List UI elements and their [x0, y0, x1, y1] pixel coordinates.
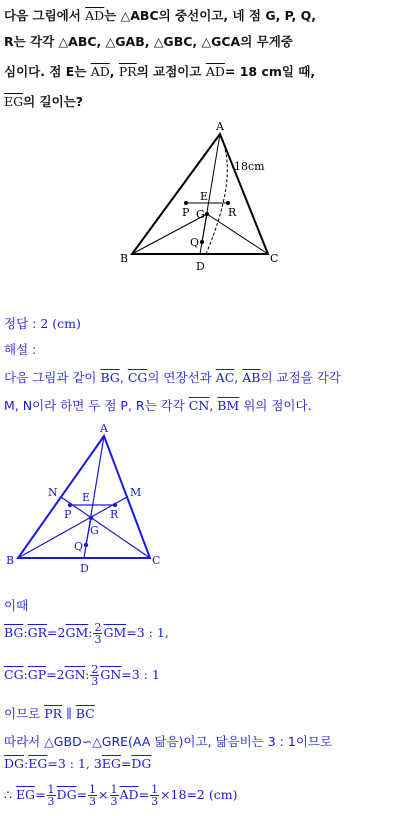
- length-label: 18cm: [234, 160, 265, 173]
- label-c: C: [152, 554, 161, 567]
- label-c: C: [270, 252, 279, 265]
- solution-line-2: M, N이라 하면 두 점 P, R는 각각 $\overline{CN}$, $\overline{BM}$ 위의 점이다.: [4, 398, 312, 413]
- label-n: N: [48, 486, 58, 499]
- answer-value: 2 (cm): [40, 316, 81, 331]
- fraction: $\frac{1}{3}$: [89, 783, 97, 808]
- solution-line-1: 다음 그림과 같이 $\overline{BG}$, $\overline{CG}$의 연장선과 $\overline{AC}$, $\overline{AB}$의 교점을 각각: [4, 370, 341, 385]
- label-q: Q: [190, 236, 200, 249]
- label-d: D: [80, 562, 89, 575]
- label-g: G: [196, 208, 205, 221]
- label-a: A: [100, 422, 108, 435]
- step-1: 이때: [4, 598, 29, 613]
- label-r: R: [228, 206, 237, 219]
- step-4: 이므로 $\overline{PR}$ ∥ $\overline{BC}$: [4, 706, 95, 721]
- fraction: $\frac{1}{3}$: [47, 783, 55, 808]
- problem-line-2: R는 각각 △ABC, △GAB, △GBC, △GCA의 무게중: [4, 34, 293, 49]
- step-2: $\overline{BG}:\overline{GR}=2\overline{GM}$: $\frac{2}{3}$ $\overline{GM}=3$ : 1,: [4, 621, 169, 646]
- answer-line: [4, 314, 396, 332]
- label-b: B: [6, 554, 15, 567]
- figure-2-triangle: [0, 420, 180, 580]
- solution-label: 해설 :: [4, 342, 37, 357]
- step-3: $\overline{CG}:\overline{GP}=2\overline{GN}$: $\frac{2}{3}$ $\overline{GN}=3$ : 1: [4, 663, 160, 688]
- fraction: $\frac{1}{3}$: [110, 783, 118, 808]
- label-a: A: [216, 120, 224, 133]
- label-e: E: [200, 190, 209, 203]
- label-d: D: [196, 260, 205, 273]
- step-7: ∴ $\overline{EG}=$ $\frac{1}{3}$ $\overline{DG}=$ $\frac{1}{3}$ × $\frac{1}{3}$ $\overline{AD}=$ $\frac{1}{3}$ ×18=2 (cm): [4, 783, 238, 808]
- fraction: $\frac{2}{3}$: [94, 621, 102, 646]
- figure-1-triangle: [110, 118, 290, 278]
- label-p: P: [182, 206, 190, 219]
- label-p: P: [64, 508, 72, 521]
- problem-line-1: 다음 그림에서 $\overline{AD}$는 △ABC의 중선이고, 네 점 G, P, Q,: [4, 8, 317, 23]
- label-g: G: [90, 524, 99, 537]
- label-m: M: [130, 486, 142, 499]
- answer-label: 정답 :: [4, 316, 41, 331]
- label-e: E: [82, 491, 91, 504]
- label-q: Q: [74, 540, 84, 553]
- fraction: $\frac{2}{3}$: [91, 663, 99, 688]
- problem-line-3: 심이다. 점 E는 $\overline{AD}$, $\overline{PR}$의 교점이고 $\overline{AD}= 18$ cm일 때,: [4, 64, 316, 79]
- step-5: 따라서 △GBD∽△GRE(AA 닮음)이고, 닮음비는 3 : 1이므로: [4, 734, 333, 749]
- step-6: $\overline{DG}:\overline{EG}=3$ : 1, $3\overline{EG}=\overline{DG}$: [4, 756, 152, 771]
- label-r: R: [110, 508, 119, 521]
- label-b: B: [120, 252, 129, 265]
- problem-line-4: $\overline{EG}$의 길이는?: [4, 94, 84, 109]
- fraction: $\frac{1}{3}$: [151, 783, 159, 808]
